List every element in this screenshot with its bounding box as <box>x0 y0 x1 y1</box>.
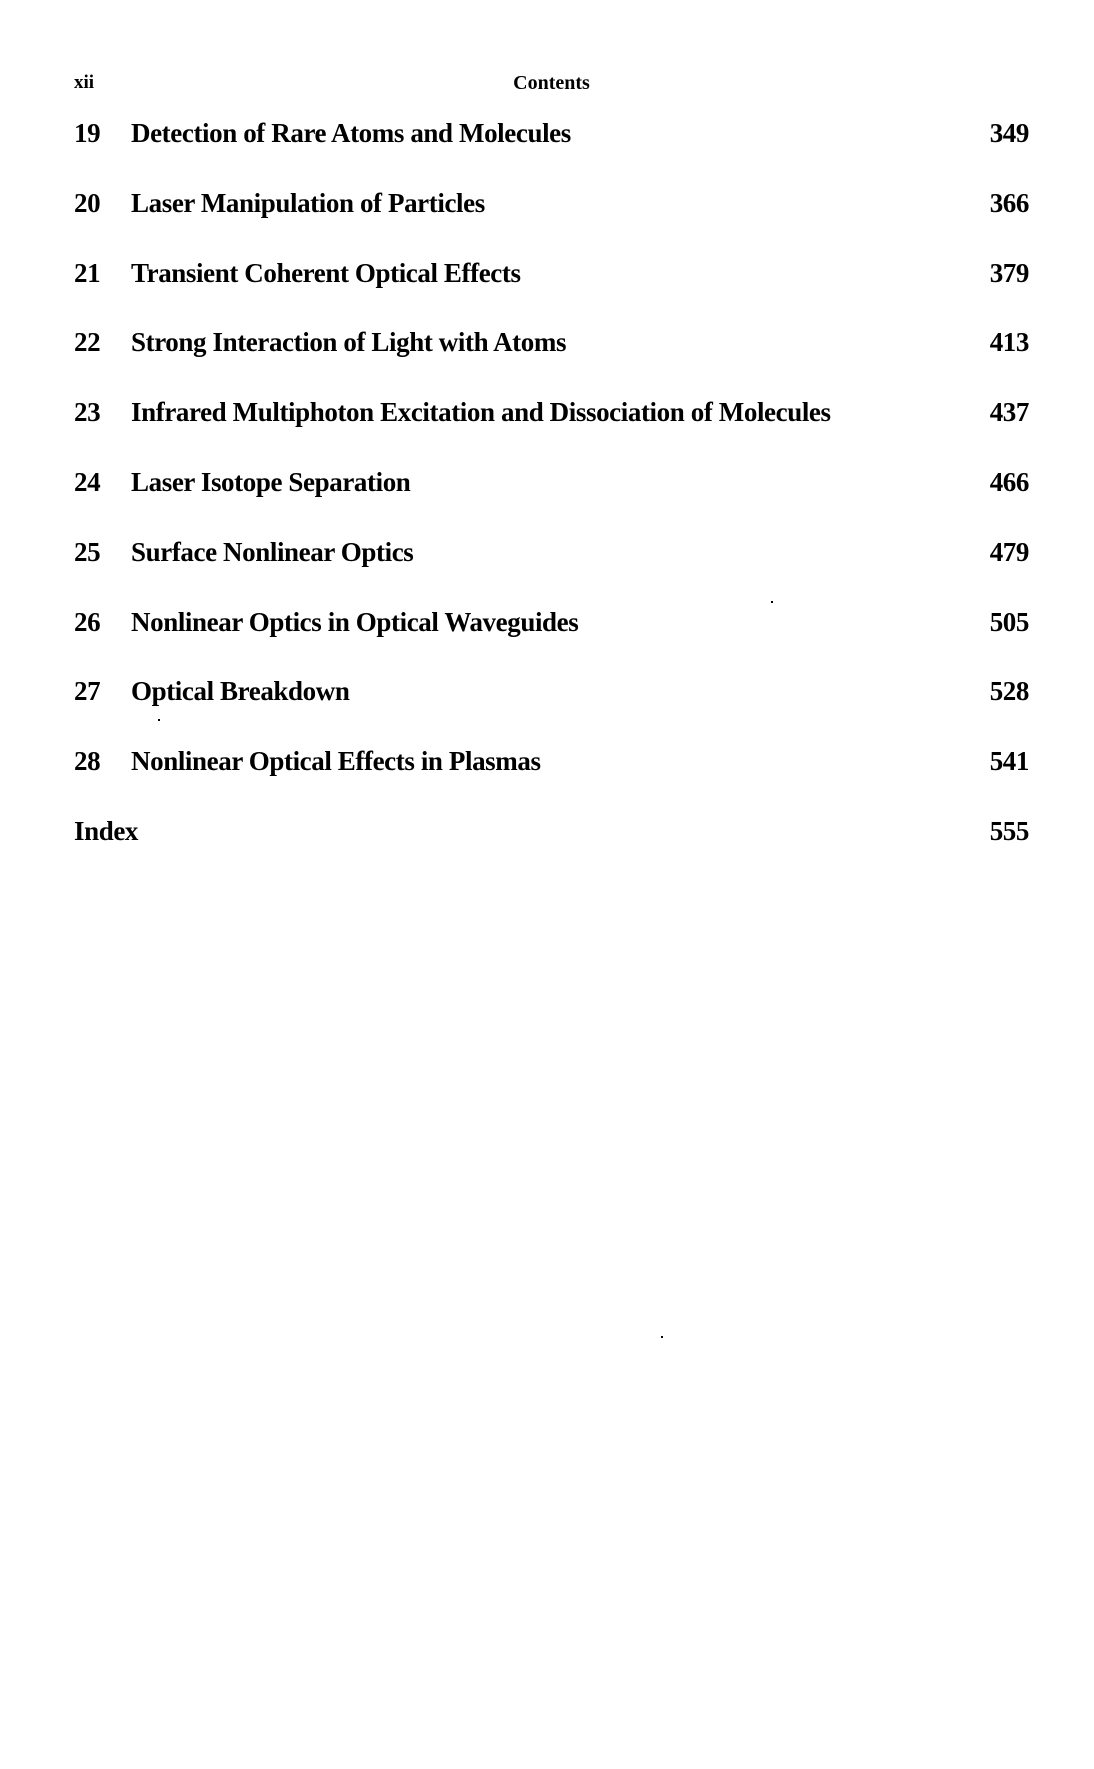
table-of-contents <box>74 118 1029 886</box>
chapter-page: 437 <box>989 397 1029 428</box>
chapter-page: 505 <box>989 606 1029 637</box>
chapter-title: Surface Nonlinear Optics <box>131 536 414 567</box>
toc-index-entry[interactable] <box>74 816 1029 886</box>
chapter-number: 24 <box>74 466 101 497</box>
chapter-page: 479 <box>989 536 1029 567</box>
chapter-title: Nonlinear Optical Effects in Plasmas <box>131 746 541 777</box>
index-page: 555 <box>989 815 1029 846</box>
toc-entry[interactable] <box>74 258 1029 328</box>
chapter-title: Transient Coherent Optical Effects <box>131 257 521 288</box>
chapter-page: 466 <box>989 466 1029 497</box>
chapter-number: 19 <box>74 118 101 148</box>
chapter-number: 23 <box>74 397 101 428</box>
chapter-number: 22 <box>74 327 101 358</box>
chapter-page: 366 <box>989 187 1029 218</box>
chapter-page: 528 <box>989 676 1029 707</box>
scan-speck <box>158 719 160 721</box>
running-title: Contents <box>513 72 590 94</box>
chapter-page: 541 <box>989 746 1029 777</box>
page-number: xii <box>74 72 95 93</box>
chapter-number: 20 <box>74 187 101 218</box>
chapter-number: 27 <box>74 676 101 707</box>
chapter-title: Nonlinear Optics in Optical Waveguides <box>131 606 579 637</box>
chapter-page: 379 <box>989 257 1029 288</box>
chapter-title: Laser Manipulation of Particles <box>131 187 485 218</box>
chapter-title: Strong Interaction of Light with Atoms <box>131 327 567 358</box>
toc-entry[interactable] <box>74 746 1029 816</box>
scan-speck <box>771 601 773 603</box>
toc-entry[interactable] <box>74 676 1029 746</box>
running-head <box>74 72 1029 102</box>
chapter-title: Detection of Rare Atoms and Molecules <box>131 118 571 148</box>
chapter-number: 21 <box>74 257 101 288</box>
index-title: Index <box>74 815 139 846</box>
chapter-number: 28 <box>74 746 101 777</box>
toc-entry[interactable] <box>74 397 1029 467</box>
chapter-page: 349 <box>989 118 1029 148</box>
toc-entry[interactable] <box>74 537 1029 607</box>
toc-entry[interactable] <box>74 607 1029 677</box>
toc-entry[interactable] <box>74 467 1029 537</box>
toc-entry[interactable] <box>74 118 1029 188</box>
toc-entry[interactable] <box>74 188 1029 258</box>
scan-speck <box>661 1336 663 1338</box>
chapter-title: Optical Breakdown <box>131 676 350 707</box>
chapter-number: 26 <box>74 606 101 637</box>
chapter-title: Infrared Multiphoton Excitation and Dissociation of Molecules <box>131 397 831 428</box>
toc-entry[interactable] <box>74 327 1029 397</box>
chapter-page: 413 <box>989 327 1029 358</box>
chapter-number: 25 <box>74 536 101 567</box>
chapter-title: Laser Isotope Separation <box>131 466 411 497</box>
